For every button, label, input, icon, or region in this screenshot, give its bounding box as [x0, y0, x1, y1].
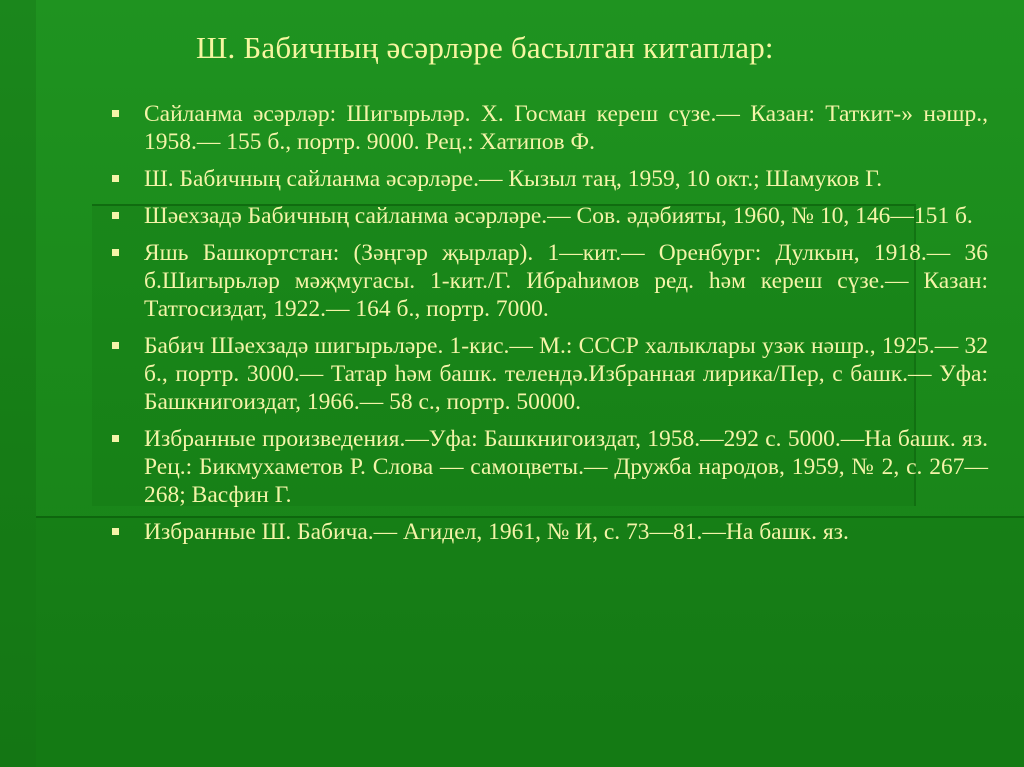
bibliography-list	[108, 100, 988, 555]
list-item-text: Избранные Ш. Бабича.— Агидел, 1961, № И, с. 73—81.—На башк. яз.	[144, 519, 849, 545]
list-item-text: Шәехзадә Бабичның сайланма әсәрләре.— Сов. әдәбияты, 1960, № 10, 146—151 б.	[144, 203, 973, 229]
list-item	[108, 332, 988, 416]
slide-title: Ш. Бабичның әсәрләре басылган китаплар:	[196, 30, 774, 65]
bullet-icon	[112, 212, 119, 219]
background-panel-left	[0, 0, 36, 767]
list-item	[108, 425, 988, 509]
list-item	[108, 518, 988, 546]
list-item-text: Ш. Бабичның сайланма әсәрләре.— Кызыл таң, 1959, 10 окт.; Шамуков Г.	[144, 166, 883, 192]
list-item-text: Сайланма әсәрләр: Шигырьләр. Х. Госман кереш сүзе.— Казан: Таткит-» нәшр., 1958.— 155 б., портр. 9000. Рец.: Хатипов Ф.	[144, 101, 988, 155]
list-item-text: Яшь Башкортстан: (Зәңгәр җырлар). 1—кит.— Оренбург: Дулкын, 1918.— 36 б.Шигырьләр мәҗмугасы. 1-кит./Г. Ибраһимов ред. һәм кереш сүзе.— Казан: Татгосиздат, 1922.— 164 б., портр. 7000.	[144, 240, 988, 322]
bullet-icon	[112, 110, 119, 117]
list-item	[108, 165, 988, 193]
list-item	[108, 239, 988, 323]
bullet-icon	[112, 175, 119, 182]
list-item	[108, 202, 988, 230]
list-item-text: Бабич Шәехзадә шигырьләре. 1-кис.— М.: СССР халыклары узәк нәшр., 1925.— 32 б., портр. 3000.— Татар һәм башк. телендә.Избранная лирика/Пер, с башк.— Уфа: Башкнигоиздат, 1966.— 58 с., портр. 50000.	[144, 333, 988, 415]
bullet-icon	[112, 435, 119, 442]
bullet-icon	[112, 528, 119, 535]
list-item-text: Избранные произведения.—Уфа: Башкнигоиздат, 1958.—292 с. 5000.—На башк. яз. Рец.: Бикмухаметов Р. Слова — самоцветы.— Дружба народов, 1959, № 2, с. 267—268; Васфин Г.	[144, 426, 988, 508]
list-item	[108, 100, 988, 156]
bullet-icon	[112, 342, 119, 349]
bullet-icon	[112, 249, 119, 256]
